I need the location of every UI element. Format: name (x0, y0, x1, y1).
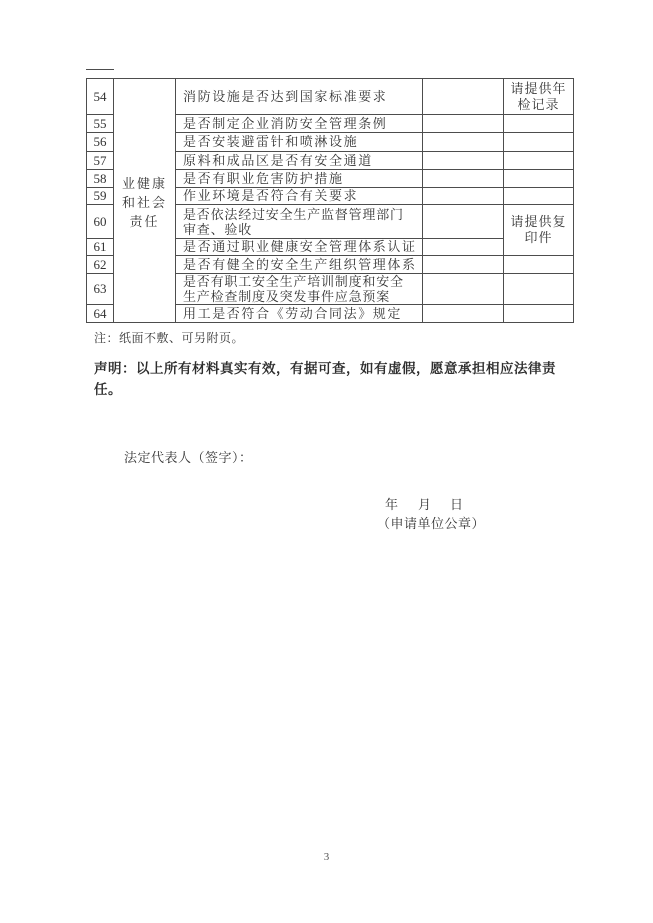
question-cell: 是否有健全的安全生产组织管理体系 (176, 256, 423, 274)
answer-cell (423, 115, 504, 133)
question-cell: 用工是否符合《劳动合同法》规定 (176, 305, 423, 323)
note-cell (504, 115, 574, 133)
question-cell: 是否有职工安全生产培训制度和安全生产检查制度及突发事件应急预案 (176, 274, 423, 305)
answer-cell (423, 152, 504, 170)
date-day-label: 日 (450, 497, 464, 512)
answer-cell (423, 274, 504, 305)
question-cell: 是否依法经过安全生产监督管理部门审查、验收 (176, 205, 423, 239)
note-cell (504, 305, 574, 323)
date-year-label: 年 (385, 497, 399, 512)
answer-cell (423, 188, 504, 205)
question-cell: 消防设施是否达到国家标准要求 (176, 79, 423, 115)
date-month-label: 月 (418, 497, 432, 512)
row-number-cell: 64 (87, 305, 114, 323)
answer-cell (423, 79, 504, 115)
answer-cell (423, 133, 504, 152)
legal-representative-label: 法定代表人（签字）： (124, 450, 253, 465)
question-cell: 是否有职业危害防护措施 (176, 170, 423, 188)
row-number-cell: 56 (87, 133, 114, 152)
date-line (385, 494, 463, 513)
row-number-cell: 61 (87, 239, 114, 256)
answer-cell (423, 305, 504, 323)
answer-cell (423, 256, 504, 274)
answer-cell (423, 170, 504, 188)
table-row (87, 79, 574, 115)
row-number-cell: 60 (87, 205, 114, 239)
row-number-cell: 54 (87, 79, 114, 115)
footnote: 注：纸面不敷、可另附页。 (94, 331, 245, 345)
note-cell (504, 274, 574, 305)
answer-cell (423, 205, 504, 239)
row-number-cell: 55 (87, 115, 114, 133)
note-cell: 请提供复印件 (504, 205, 574, 256)
note-cell: 请提供年检记录 (504, 79, 574, 115)
note-cell (504, 170, 574, 188)
category-cell: 业健康和社会责任 (114, 79, 176, 323)
row-number-cell: 59 (87, 188, 114, 205)
question-cell: 是否安装避雷针和喷淋设施 (176, 133, 423, 152)
row-number-cell: 63 (87, 274, 114, 305)
safety-checklist-table (86, 78, 574, 323)
note-cell (504, 133, 574, 152)
note-cell (504, 188, 574, 205)
row-number-cell: 62 (87, 256, 114, 274)
row-number-cell: 57 (87, 152, 114, 170)
note-cell (504, 256, 574, 274)
question-cell: 作业环境是否符合有关要求 (176, 188, 423, 205)
question-cell: 是否通过职业健康安全管理体系认证 (176, 239, 423, 256)
question-cell: 是否制定企业消防安全管理条例 (176, 115, 423, 133)
row-number-cell: 58 (87, 170, 114, 188)
page-number: 3 (323, 851, 330, 863)
table-continuation-line (86, 69, 114, 70)
answer-cell (423, 239, 504, 256)
declaration: 声明：以上所有材料真实有效，有据可查，如有虚假，愿意承担相应法律责任。 (94, 361, 556, 397)
note-cell (504, 152, 574, 170)
seal-label: （申请单位公章） (377, 516, 486, 531)
question-cell: 原料和成品区是否有安全通道 (176, 152, 423, 170)
